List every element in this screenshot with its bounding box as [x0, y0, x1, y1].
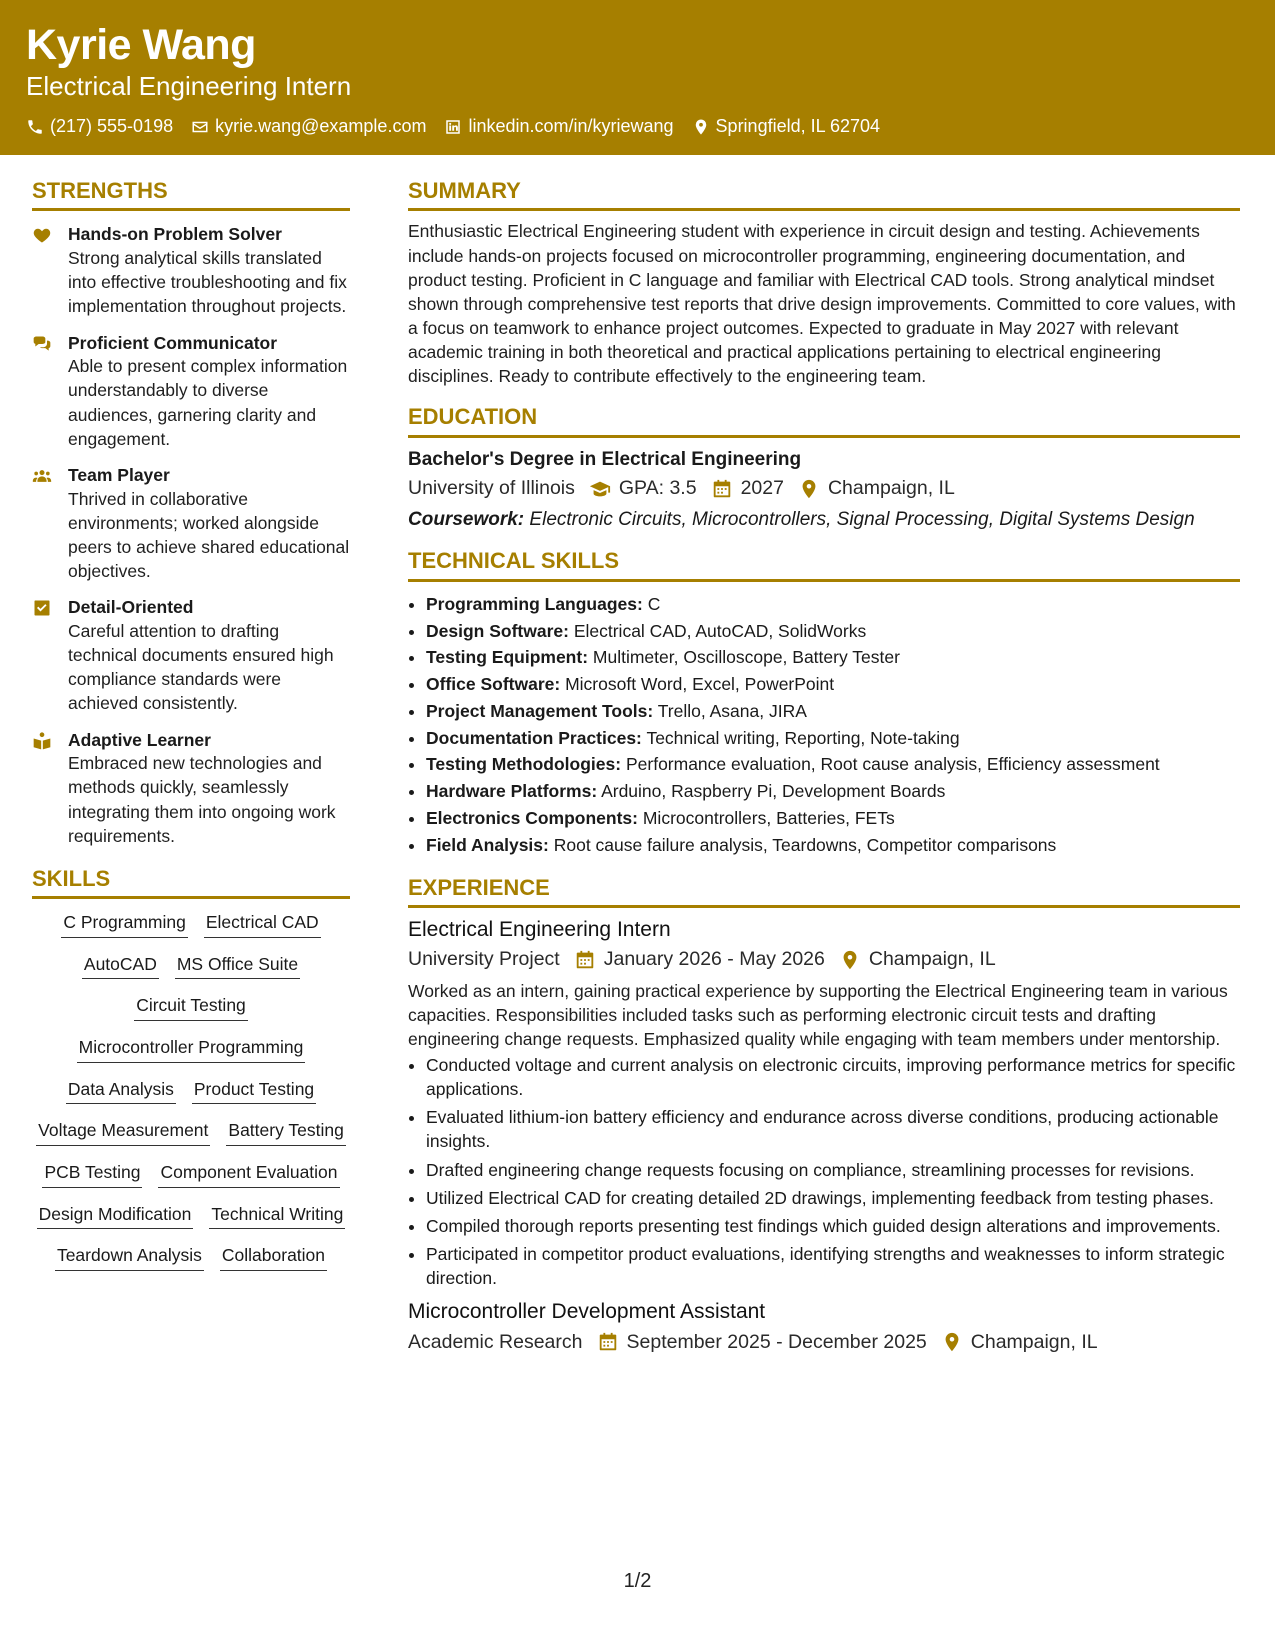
skill-values: Multimeter, Oscilloscope, Battery Tester: [592, 647, 900, 668]
skill-tag: Data Analysis: [66, 1078, 176, 1105]
technical-skills-list: [408, 591, 1240, 859]
technical-skills-heading: TECHNICAL SKILLS: [408, 548, 1240, 581]
left-column: [32, 178, 350, 1271]
degree-title: Bachelor's Degree in Electrical Engineering: [408, 448, 802, 470]
contact-phone[interactable]: [26, 116, 173, 137]
right-column: [408, 178, 1240, 1355]
skill-category: Documentation Practices:: [426, 727, 642, 748]
skill-tag: MS Office Suite: [175, 953, 300, 980]
job-entry: [408, 916, 1240, 1290]
list-item: [426, 778, 1240, 805]
contact-linkedin[interactable]: [444, 116, 673, 137]
candidate-title: Electrical Engineering Intern: [26, 71, 352, 102]
comments-icon: [32, 334, 52, 354]
experience-heading: EXPERIENCE: [408, 875, 1240, 908]
phone-icon: [26, 118, 44, 136]
strength-desc: Strong analytical skills translated into effective troubleshooting and fix implementation throughout projects.: [68, 248, 347, 317]
job-entry: [408, 1298, 1240, 1355]
job-description: Worked as an intern, gaining practical experience by supporting the Electrical Engineering team in various capacities. Responsibilities included tasks such as performing electronic circuit tests and drafting engineering change requests. Emphasized quality while engaging with team members under mentorship.: [408, 980, 1228, 1049]
job-org: University Project: [408, 948, 560, 971]
skill-tag: Voltage Measurement: [36, 1119, 210, 1146]
skill-category: Testing Methodologies:: [426, 754, 622, 775]
list-item: [426, 725, 1240, 752]
list-item: • Participated in competitor product evaluations, identifying strengths and weaknesses to inform strategic direction.: [426, 1242, 1240, 1290]
skill-tag: C Programming: [61, 911, 188, 938]
strength-desc: Able to present complex information understandably to diverse audiences, garnering clarity and engagement.: [68, 356, 348, 449]
graduation-cap-icon: [589, 478, 611, 500]
coursework-label: Coursework:: [408, 508, 525, 530]
list-item: [426, 671, 1240, 698]
strength-desc: Embraced new technologies and methods quickly, seamlessly integrating them into ongoing work requirements.: [68, 753, 336, 846]
contact-bar: [26, 116, 1249, 137]
linkedin-icon: [444, 118, 462, 136]
heart-icon: [32, 225, 52, 245]
skill-category: Programming Languages:: [426, 593, 643, 614]
check-square-icon: [32, 598, 52, 618]
list-item: • Compiled thorough reports presenting test findings which guided design alterations and improvements.: [426, 1214, 1240, 1238]
strength-title: Team Player: [68, 464, 170, 485]
location-text: Springfield, IL 62704: [715, 116, 880, 137]
list-item: [426, 618, 1240, 645]
users-icon: [32, 466, 52, 486]
graduation-year: 2027: [740, 477, 784, 500]
strength-title: Adaptive Learner: [68, 729, 211, 750]
job-title: Electrical Engineering Intern: [408, 917, 671, 941]
skill-tag: Component Evaluation: [158, 1161, 339, 1188]
phone-text: (217) 555-0198: [50, 116, 174, 137]
skill-values: Performance evaluation, Root cause analysis, Efficiency assessment: [625, 754, 1160, 775]
skill-category: Field Analysis:: [426, 834, 549, 855]
strength-title: Hands-on Problem Solver: [68, 224, 282, 245]
skill-tag: AutoCAD: [82, 953, 159, 980]
skill-category: Project Management Tools:: [426, 700, 654, 721]
skill-tag: Battery Testing: [226, 1119, 345, 1146]
skill-tag: Microcontroller Programming: [77, 1036, 306, 1063]
map-marker-icon: [798, 478, 820, 500]
coursework-list: Electronic Circuits, Microcontrollers, Signal Processing, Digital Systems Design: [529, 508, 1195, 530]
strength-title: Detail-Oriented: [68, 597, 194, 618]
calendar-icon: [597, 1331, 619, 1353]
contact-location: [692, 116, 880, 137]
strength-item: [32, 223, 350, 318]
list-item: [426, 591, 1240, 618]
email-text: kyrie.wang@example.com: [215, 116, 427, 137]
skill-tag: Design Modification: [37, 1203, 194, 1230]
coursework: [408, 508, 1240, 533]
skill-values: Trello, Asana, JIRA: [657, 700, 807, 721]
strengths-heading: STRENGTHS: [32, 178, 350, 211]
education-heading: EDUCATION: [408, 404, 1240, 437]
list-item: • Drafted engineering change requests focusing on compliance, streamlining processes for revisions.: [426, 1158, 1240, 1182]
candidate-name: Kyrie Wang: [26, 21, 256, 69]
calendar-icon: [574, 949, 596, 971]
job-dates: January 2026 - May 2026: [603, 948, 825, 971]
strength-item: [32, 596, 350, 715]
list-item: • Utilized Electrical CAD for creating detailed 2D drawings, implementing feedback from testing phases.: [426, 1186, 1240, 1210]
skill-tag: Teardown Analysis: [55, 1244, 204, 1271]
job-meta: [408, 1330, 1240, 1355]
list-item: [426, 698, 1240, 725]
job-meta: [408, 947, 1240, 972]
skill-category: Design Software:: [426, 620, 569, 641]
job-location: Champaign, IL: [868, 948, 996, 971]
page-number: 1/2: [623, 1570, 652, 1592]
summary-text: Enthusiastic Electrical Engineering student with experience in circuit design and testing. Achievements include hands-on projects focused on microcontroller programming, engineering documentation, and product testing. Proficient in C language and familiar with Electrical CAD tools. Strong analytical mindset shown through comprehensive test reports that drive design improvements. Committed to core values, with a focus on teamwork to enhance project outcomes. Expected to graduate in May 2027 with relevant academic training in both theoretical and practical applications pertaining to electrical engineering disciplines. Ready to contribute effectively to the engineering team.: [408, 221, 1236, 387]
strength-item: [32, 729, 350, 848]
education-meta: [408, 476, 1240, 501]
resume-header: [0, 0, 1275, 155]
list-item: [426, 644, 1240, 671]
map-marker-icon: [839, 949, 861, 971]
strength-item: [32, 332, 350, 451]
strength-desc: Careful attention to drafting technical documents ensured high compliance standards were achieved consistently.: [68, 620, 334, 714]
skill-category: Office Software:: [426, 674, 561, 695]
job-org: Academic Research: [408, 1330, 583, 1353]
school-name: University of Illinois: [408, 477, 575, 500]
summary-heading: SUMMARY: [408, 178, 1240, 211]
job-location: Champaign, IL: [970, 1330, 1098, 1353]
gpa-text: GPA: 3.5: [618, 477, 697, 500]
strength-desc: Thrived in collaborative environments; worked alongside peers to achieve shared educational objectives.: [68, 488, 350, 582]
job-bullets: [408, 1053, 1240, 1290]
skills-heading: SKILLS: [32, 866, 350, 899]
book-reader-icon: [32, 731, 52, 751]
job-dates: September 2025 - December 2025: [626, 1330, 927, 1353]
strength-title: Proficient Communicator: [68, 332, 278, 353]
linkedin-text: linkedin.com/in/kyriewang: [468, 116, 674, 137]
contact-email[interactable]: [191, 116, 426, 137]
skill-category: Hardware Platforms:: [426, 781, 598, 802]
skill-values: Technical writing, Reporting, Note-taking: [646, 727, 960, 748]
list-item: [426, 805, 1240, 832]
strength-item: [32, 464, 350, 583]
list-item: [426, 751, 1240, 778]
school-location: Champaign, IL: [827, 477, 955, 500]
skill-values: Root cause failure analysis, Teardowns, Competitor comparisons: [553, 834, 1057, 855]
list-item: • Conducted voltage and current analysis on electronic circuits, improving performance metrics for specific applications.: [426, 1053, 1240, 1101]
skill-tag: Technical Writing: [209, 1203, 345, 1230]
job-title: Microcontroller Development Assistant: [408, 1300, 766, 1324]
envelope-icon: [191, 118, 209, 136]
map-marker-icon: [692, 118, 710, 136]
list-item: • Evaluated lithium-ion battery efficiency and endurance across diverse conditions, producing actionable insights.: [426, 1105, 1240, 1153]
skill-tag: Electrical CAD: [204, 911, 321, 938]
skill-tag: Collaboration: [220, 1244, 327, 1271]
skill-values: Arduino, Raspberry Pi, Development Boards: [601, 781, 946, 802]
list-item: [426, 832, 1240, 859]
skill-values: Microcontrollers, Batteries, FETs: [642, 808, 895, 828]
skill-values: C: [647, 593, 661, 614]
skill-values: Electrical CAD, AutoCAD, SolidWorks: [573, 620, 867, 641]
skill-category: Electronics Components:: [426, 808, 638, 828]
calendar-icon: [711, 478, 733, 500]
map-marker-icon: [941, 1331, 963, 1353]
skill-category: Testing Equipment:: [426, 647, 589, 668]
skill-tag: Circuit Testing: [134, 994, 248, 1021]
skill-values: Microsoft Word, Excel, PowerPoint: [565, 674, 835, 695]
skill-tag: PCB Testing: [42, 1161, 142, 1188]
skill-tag: Product Testing: [192, 1078, 316, 1105]
skill-tags: [32, 911, 350, 1271]
strengths-list: [32, 223, 350, 847]
